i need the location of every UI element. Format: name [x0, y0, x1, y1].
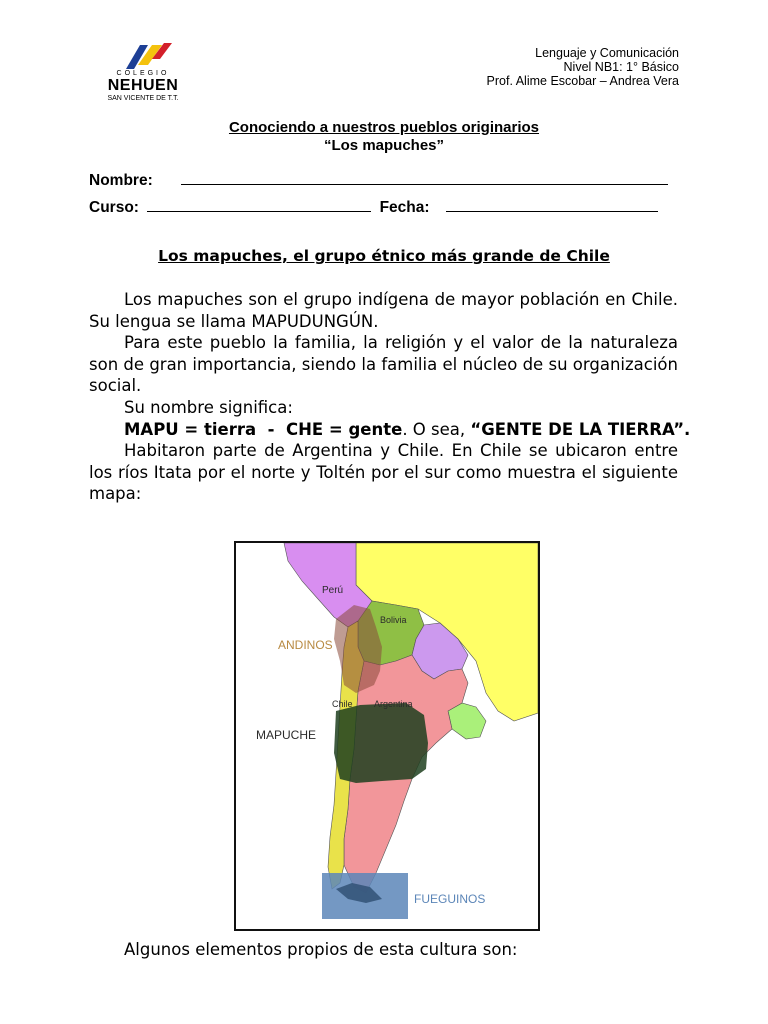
che-definition: CHE = gente [285, 419, 403, 439]
curso-row [89, 199, 658, 217]
header-teachers: Prof. Alime Escobar – Andrea Vera [486, 74, 679, 88]
title-line-2: “Los mapuches” [323, 137, 445, 154]
map-uruguay [448, 703, 486, 739]
section-heading: Los mapuches, el grupo étnico más grande de Chile [158, 247, 610, 265]
header-info [487, 46, 679, 88]
paragraph-5: Habitaron parte de Argentina y Chile. En Chile se ubicaron entre los ríos Itata por el norte y Toltén por el sur como muestra el siguiente mapa: [89, 441, 678, 504]
nombre-blank[interactable] [181, 172, 668, 185]
logo-name-text: NEHUEN [107, 77, 179, 94]
nombre-row [89, 172, 668, 190]
map-svg [236, 543, 538, 929]
body-text [89, 289, 691, 505]
document-title [0, 119, 768, 155]
paragraph-1: Los mapuches son el grupo indígena de mayor población en Chile. Su lengua se llama MAPUDUNGÚN. [89, 290, 678, 331]
map-label-mapuche: MAPUCHE [256, 728, 317, 742]
meaning-text: “GENTE DE LA TIERRA”. [470, 419, 691, 439]
title-line-1: Conociendo a nuestros pueblos originarios [228, 119, 540, 136]
definition-dash: - [256, 419, 286, 439]
o-sea-text: . O sea, [402, 419, 471, 439]
header-level: Nivel NB1: 1° Básico [563, 60, 679, 74]
fecha-blank[interactable] [446, 199, 658, 212]
map-label-fueguinos: FUEGUINOS [414, 892, 486, 906]
mapu-definition: MAPU = tierra [124, 419, 257, 439]
map-mapuche-zone [334, 703, 428, 783]
school-logo-icon [122, 43, 176, 69]
map-label-argentina: Argentina [374, 699, 413, 709]
closing-text: Algunos elementos propios de esta cultura son: [124, 940, 518, 959]
nombre-label: Nombre: [89, 172, 153, 189]
paragraph-4 [89, 419, 691, 441]
curso-label: Curso: [89, 199, 139, 216]
map-image [234, 541, 540, 931]
map-label-bolivia: Bolivia [380, 615, 407, 625]
paragraph-3: Su nombre significa: [124, 397, 293, 417]
curso-blank[interactable] [147, 199, 371, 212]
logo-place-text: SAN VICENTE DE T.T. [107, 95, 179, 102]
logo-colegio-text: COLEGIO [116, 70, 170, 77]
paragraph-2: Para este pueblo la familia, la religión y el valor de la naturaleza son de gran importancia, siendo la familia el núcleo de su organización social. [89, 333, 678, 396]
map-label-peru: Perú [322, 585, 344, 596]
header-subject: Lenguaje y Comunicación [535, 46, 679, 60]
map-label-chile: Chile [332, 699, 353, 709]
school-logo [100, 40, 190, 102]
fecha-label: Fecha: [379, 199, 430, 216]
map-label-andinos: ANDINOS [278, 638, 333, 652]
